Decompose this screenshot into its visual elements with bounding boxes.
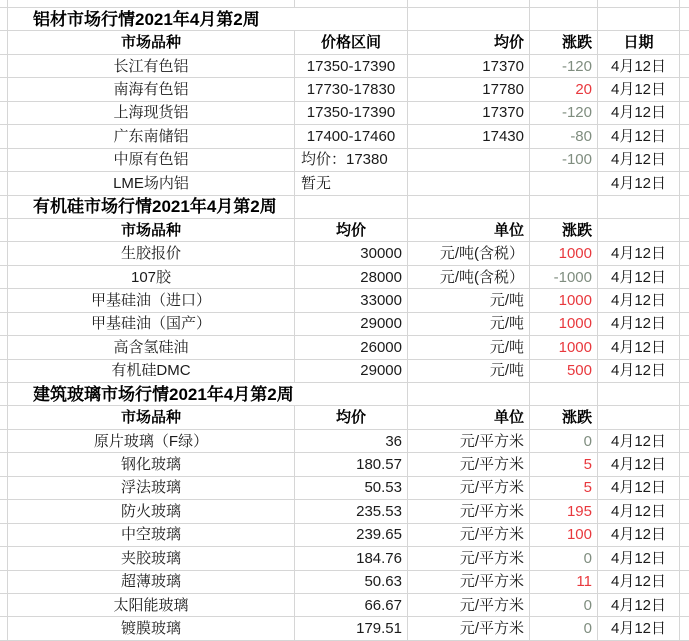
date-cell[interactable]: 4月12日 (598, 477, 680, 500)
empty-cell[interactable] (0, 102, 8, 125)
average-price-cell[interactable]: 33000 (295, 289, 408, 312)
table-row (0, 477, 689, 500)
empty-cell[interactable] (680, 102, 689, 125)
average-price-cell[interactable]: 50.53 (295, 477, 408, 500)
section-title[interactable]: 有机硅市场行情2021年4月第2周 (8, 196, 295, 219)
unit-cell[interactable]: 元/平方米 (408, 500, 530, 523)
table-row (0, 524, 689, 547)
column-header[interactable]: 市场品种 (8, 406, 295, 429)
price-range-cell[interactable]: 17400-17460 (295, 125, 408, 148)
unit-cell[interactable]: 元/平方米 (408, 524, 530, 547)
empty-cell[interactable] (0, 149, 8, 172)
date-cell[interactable]: 4月12日 (598, 524, 680, 547)
empty-cell[interactable] (0, 0, 8, 8)
empty-cell[interactable] (680, 242, 689, 265)
empty-cell[interactable] (0, 219, 8, 242)
unit-cell[interactable]: 元/平方米 (408, 617, 530, 640)
date-cell[interactable]: 4月12日 (598, 313, 680, 336)
empty-cell[interactable] (680, 571, 689, 594)
average-price-cell[interactable]: 17370 (408, 55, 530, 78)
column-header[interactable]: 均价 (295, 219, 408, 242)
empty-cell[interactable] (680, 8, 689, 31)
product-name-cell[interactable]: 甲基硅油（进口） (8, 289, 295, 312)
empty-cell[interactable] (0, 8, 8, 31)
unit-cell[interactable]: 元/吨(含税） (408, 242, 530, 265)
table-row (0, 594, 689, 617)
table-row (0, 617, 689, 640)
date-cell[interactable]: 4月12日 (598, 453, 680, 476)
empty-cell[interactable] (295, 0, 408, 8)
empty-cell[interactable] (0, 266, 8, 289)
unit-cell[interactable]: 元/平方米 (408, 477, 530, 500)
table-row (0, 125, 689, 148)
product-name-cell[interactable]: 钢化玻璃 (8, 453, 295, 476)
empty-cell[interactable] (0, 360, 8, 383)
change-cell[interactable]: -80 (530, 125, 598, 148)
average-price-cell[interactable]: 26000 (295, 336, 408, 359)
empty-cell[interactable] (598, 8, 680, 31)
unit-cell[interactable]: 元/吨(含税） (408, 266, 530, 289)
empty-cell[interactable] (8, 0, 295, 8)
date-cell[interactable]: 4月12日 (598, 571, 680, 594)
empty-cell[interactable] (680, 406, 689, 429)
table-row (0, 289, 689, 312)
unit-cell[interactable]: 元/吨 (408, 360, 530, 383)
date-cell[interactable]: 4月12日 (598, 266, 680, 289)
empty-cell[interactable] (0, 571, 8, 594)
date-cell[interactable]: 4月12日 (598, 547, 680, 570)
date-cell[interactable]: 4月12日 (598, 336, 680, 359)
product-name-cell[interactable]: 中空玻璃 (8, 524, 295, 547)
change-cell[interactable]: 1000 (530, 289, 598, 312)
unit-cell[interactable]: 元/平方米 (408, 453, 530, 476)
table-row (0, 547, 689, 570)
empty-cell[interactable] (0, 289, 8, 312)
product-name-cell[interactable]: 广东南储铝 (8, 125, 295, 148)
column-header[interactable]: 市场品种 (8, 219, 295, 242)
average-price-cell[interactable]: 28000 (295, 266, 408, 289)
date-cell[interactable]: 4月12日 (598, 360, 680, 383)
date-cell[interactable]: 4月12日 (598, 242, 680, 265)
unit-cell[interactable]: 元/平方米 (408, 430, 530, 453)
empty-cell[interactable] (680, 383, 689, 406)
empty-cell[interactable] (0, 313, 8, 336)
empty-cell[interactable] (680, 219, 689, 242)
average-price-cell[interactable]: 29000 (295, 360, 408, 383)
average-price-cell[interactable]: 235.53 (295, 500, 408, 523)
change-cell[interactable]: 5 (530, 453, 598, 476)
average-price-cell[interactable]: 29000 (295, 313, 408, 336)
product-name-cell[interactable]: 生胶报价 (8, 242, 295, 265)
empty-cell[interactable] (598, 196, 680, 219)
table-row (0, 500, 689, 523)
empty-cell[interactable] (0, 547, 8, 570)
date-cell[interactable]: 4月12日 (598, 78, 680, 101)
product-name-cell[interactable]: 高含氢硅油 (8, 336, 295, 359)
empty-cell[interactable] (530, 383, 598, 406)
change-cell[interactable]: -120 (530, 102, 598, 125)
product-name-cell[interactable]: 原片玻璃（F绿） (8, 430, 295, 453)
average-price-cell[interactable]: 17780 (408, 78, 530, 101)
empty-cell[interactable] (680, 524, 689, 547)
empty-cell[interactable] (598, 383, 680, 406)
empty-cell[interactable] (680, 453, 689, 476)
average-price-cell[interactable]: 239.65 (295, 524, 408, 547)
empty-cell[interactable] (0, 172, 8, 195)
empty-cell[interactable] (680, 196, 689, 219)
date-cell[interactable]: 4月12日 (598, 102, 680, 125)
empty-cell[interactable] (0, 242, 8, 265)
table-row (0, 336, 689, 359)
empty-cell[interactable] (0, 31, 8, 54)
table-row (0, 453, 689, 476)
change-cell[interactable]: 0 (530, 430, 598, 453)
empty-cell[interactable] (0, 336, 8, 359)
date-cell[interactable]: 4月12日 (598, 500, 680, 523)
change-cell[interactable]: 5 (530, 477, 598, 500)
empty-cell[interactable] (408, 196, 530, 219)
change-cell[interactable] (530, 172, 598, 195)
empty-cell[interactable] (295, 8, 408, 31)
price-range-cell[interactable]: 17350-17390 (295, 55, 408, 78)
average-price-cell[interactable]: 36 (295, 430, 408, 453)
section-title[interactable]: 建筑玻璃市场行情2021年4月第2周 (8, 383, 295, 406)
empty-cell[interactable] (680, 336, 689, 359)
product-name-cell[interactable]: 镀膜玻璃 (8, 617, 295, 640)
unit-cell[interactable]: 元/吨 (408, 313, 530, 336)
table-row (0, 406, 689, 429)
table-row (0, 266, 689, 289)
empty-cell[interactable] (0, 78, 8, 101)
price-range-cell[interactable]: 暂无 (295, 172, 408, 195)
empty-cell[interactable] (0, 430, 8, 453)
empty-cell[interactable] (295, 196, 408, 219)
column-header[interactable]: 单位 (408, 406, 530, 429)
product-name-cell[interactable]: 夹胶玻璃 (8, 547, 295, 570)
price-range-cell[interactable]: 17350-17390 (295, 102, 408, 125)
empty-cell[interactable] (680, 313, 689, 336)
change-cell[interactable]: 0 (530, 594, 598, 617)
column-header[interactable]: 涨跌 (530, 406, 598, 429)
empty-cell[interactable] (530, 8, 598, 31)
average-price-cell[interactable]: 179.51 (295, 617, 408, 640)
table-row (0, 383, 689, 406)
change-cell[interactable]: 1000 (530, 336, 598, 359)
date-cell[interactable]: 4月12日 (598, 55, 680, 78)
date-cell[interactable]: 4月12日 (598, 125, 680, 148)
change-cell[interactable]: 0 (530, 547, 598, 570)
average-price-cell[interactable] (408, 149, 530, 172)
change-cell[interactable]: -100 (530, 149, 598, 172)
empty-cell[interactable] (680, 0, 689, 8)
empty-cell[interactable] (680, 547, 689, 570)
product-name-cell[interactable]: 有机硅DMC (8, 360, 295, 383)
empty-cell[interactable] (680, 594, 689, 617)
date-cell[interactable]: 4月12日 (598, 617, 680, 640)
unit-cell[interactable]: 元/平方米 (408, 594, 530, 617)
column-header[interactable]: 单位 (408, 219, 530, 242)
price-range-cell[interactable]: 17730-17830 (295, 78, 408, 101)
table-row (0, 149, 689, 172)
unit-cell[interactable]: 元/吨 (408, 289, 530, 312)
average-price-cell[interactable] (408, 172, 530, 195)
table-row (0, 55, 689, 78)
empty-cell[interactable] (530, 196, 598, 219)
product-name-cell[interactable]: LME场内铝 (8, 172, 295, 195)
empty-cell[interactable] (0, 477, 8, 500)
change-cell[interactable]: 0 (530, 617, 598, 640)
table-row (0, 430, 689, 453)
date-cell[interactable]: 4月12日 (598, 594, 680, 617)
empty-cell[interactable] (680, 360, 689, 383)
empty-cell[interactable] (0, 196, 8, 219)
unit-cell[interactable]: 元/吨 (408, 336, 530, 359)
change-cell[interactable]: 20 (530, 78, 598, 101)
column-header[interactable]: 涨跌 (530, 31, 598, 54)
empty-cell[interactable] (408, 0, 530, 8)
empty-cell[interactable] (0, 500, 8, 523)
empty-cell[interactable] (680, 289, 689, 312)
empty-cell[interactable] (408, 383, 530, 406)
product-name-cell[interactable]: 南海有色铝 (8, 78, 295, 101)
product-name-cell[interactable]: 浮法玻璃 (8, 477, 295, 500)
empty-cell[interactable] (680, 617, 689, 640)
empty-cell[interactable] (680, 500, 689, 523)
column-header[interactable]: 价格区间 (295, 31, 408, 54)
unit-cell[interactable]: 元/平方米 (408, 571, 530, 594)
change-cell[interactable]: 195 (530, 500, 598, 523)
empty-cell[interactable] (680, 78, 689, 101)
table-row (0, 0, 689, 8)
column-header[interactable]: 均价 (295, 406, 408, 429)
column-header[interactable] (598, 406, 680, 429)
product-name-cell[interactable]: 防火玻璃 (8, 500, 295, 523)
column-header[interactable]: 均价 (408, 31, 530, 54)
empty-cell[interactable] (680, 149, 689, 172)
change-cell[interactable]: 11 (530, 571, 598, 594)
empty-cell[interactable] (0, 125, 8, 148)
empty-cell[interactable] (680, 430, 689, 453)
product-name-cell[interactable]: 中原有色铝 (8, 149, 295, 172)
average-price-cell[interactable]: 180.57 (295, 453, 408, 476)
product-name-cell[interactable]: 长江有色铝 (8, 55, 295, 78)
average-price-cell[interactable]: 17430 (408, 125, 530, 148)
change-cell[interactable]: -1000 (530, 266, 598, 289)
empty-cell[interactable] (680, 31, 689, 54)
date-cell[interactable]: 4月12日 (598, 172, 680, 195)
empty-cell[interactable] (0, 617, 8, 640)
empty-cell[interactable] (0, 594, 8, 617)
section-title[interactable]: 铝材市场行情2021年4月第2周 (8, 8, 295, 31)
empty-cell[interactable] (680, 172, 689, 195)
change-cell[interactable]: 100 (530, 524, 598, 547)
table-row (0, 196, 689, 219)
column-header[interactable]: 涨跌 (530, 219, 598, 242)
table-row (0, 78, 689, 101)
table-row (0, 8, 689, 31)
change-cell[interactable]: 1000 (530, 313, 598, 336)
empty-cell[interactable] (0, 406, 8, 429)
change-cell[interactable]: 1000 (530, 242, 598, 265)
empty-cell[interactable] (598, 0, 680, 8)
column-header[interactable]: 日期 (598, 31, 680, 54)
product-name-cell[interactable]: 107胶 (8, 266, 295, 289)
table-row (0, 360, 689, 383)
date-cell[interactable]: 4月12日 (598, 149, 680, 172)
empty-cell[interactable] (530, 0, 598, 8)
empty-cell[interactable] (680, 477, 689, 500)
empty-cell[interactable] (0, 383, 8, 406)
product-name-cell[interactable]: 超薄玻璃 (8, 571, 295, 594)
date-cell[interactable]: 4月12日 (598, 430, 680, 453)
average-price-cell[interactable]: 66.67 (295, 594, 408, 617)
table-row (0, 313, 689, 336)
average-price-cell[interactable]: 17370 (408, 102, 530, 125)
change-cell[interactable]: 500 (530, 360, 598, 383)
empty-cell[interactable] (680, 125, 689, 148)
table-row (0, 219, 689, 242)
table-row (0, 242, 689, 265)
column-header[interactable]: 市场品种 (8, 31, 295, 54)
column-header[interactable] (598, 219, 680, 242)
change-cell[interactable]: -120 (530, 55, 598, 78)
table-row (0, 102, 689, 125)
average-price-cell[interactable]: 50.63 (295, 571, 408, 594)
table-row (0, 172, 689, 195)
average-price-cell[interactable]: 30000 (295, 242, 408, 265)
date-cell[interactable]: 4月12日 (598, 289, 680, 312)
table-row (0, 31, 689, 54)
empty-cell[interactable] (0, 55, 8, 78)
table-row (0, 571, 689, 594)
price-range-cell[interactable]: 均价：17380 (295, 149, 408, 172)
empty-cell[interactable] (0, 524, 8, 547)
unit-cell[interactable]: 元/平方米 (408, 547, 530, 570)
product-name-cell[interactable]: 上海现货铝 (8, 102, 295, 125)
empty-cell[interactable] (680, 55, 689, 78)
product-name-cell[interactable]: 甲基硅油（国产） (8, 313, 295, 336)
empty-cell[interactable] (0, 453, 8, 476)
empty-cell[interactable] (408, 8, 530, 31)
empty-cell[interactable] (295, 383, 408, 406)
product-name-cell[interactable]: 太阳能玻璃 (8, 594, 295, 617)
average-price-cell[interactable]: 184.76 (295, 547, 408, 570)
empty-cell[interactable] (680, 266, 689, 289)
